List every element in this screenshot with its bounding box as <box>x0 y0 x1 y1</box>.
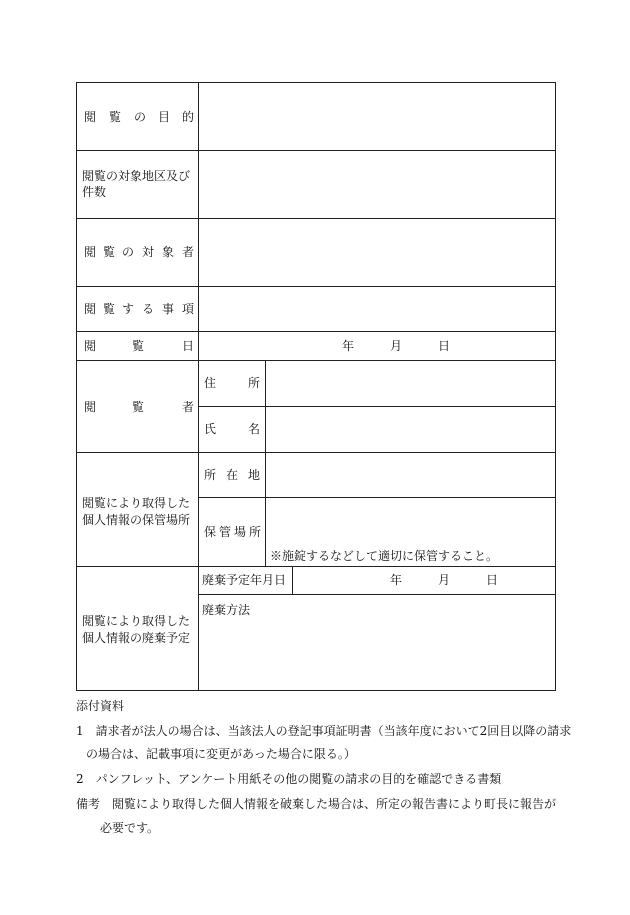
disposal-day-unit: 日 <box>486 573 499 587</box>
purpose-label-char: 閲 <box>84 110 97 124</box>
disposal-date-label: 廃棄予定年月日 <box>202 573 287 587</box>
disposal-date-input-cell[interactable] <box>293 567 555 593</box>
disposal-method-label: 廃棄方法 <box>202 603 251 617</box>
storage-note: ※施錠するなどして適切に保管すること。 <box>270 549 499 563</box>
matters-label-char: 閲 <box>84 302 97 316</box>
matters-label-char: す <box>122 302 135 316</box>
target-label-char: 対 <box>142 245 155 259</box>
disposal-method-input-cell[interactable] <box>199 622 555 690</box>
attachments-title: 添付資料 <box>76 699 125 713</box>
target-person-input-cell[interactable] <box>199 219 555 285</box>
storage-place-label-char: 保 <box>204 525 217 539</box>
matters-input-cell[interactable] <box>199 287 555 330</box>
viewer-label-char: 覧 <box>132 400 145 414</box>
date-label-char: 覧 <box>132 339 145 353</box>
row-divider <box>76 331 556 332</box>
matters-label-char: る <box>142 302 155 316</box>
name-label-char: 名 <box>248 422 261 436</box>
date-year-unit: 年 <box>342 339 355 353</box>
address-label-char: 所 <box>248 376 261 390</box>
purpose-label-char: の <box>134 110 147 124</box>
viewer-label-char: 者 <box>182 400 195 414</box>
date-label-char: 日 <box>182 339 195 353</box>
target-label-char: 者 <box>182 245 195 259</box>
target-label-char: 象 <box>162 245 175 259</box>
date-day-unit: 日 <box>438 339 451 353</box>
address-label-char: 住 <box>204 376 217 390</box>
location-label-char: 地 <box>248 468 261 482</box>
area-input-cell[interactable] <box>199 151 555 217</box>
storage-place-input-cell[interactable] <box>266 498 555 544</box>
row-divider <box>198 594 556 595</box>
attachment-item-2: 2 パンフレット、アンケート用紙その他の閲覧の請求の目的を確認できる書類 <box>76 772 502 786</box>
disposal-group-label: 閲覧により取得した <box>82 614 191 628</box>
matters-label-char: 項 <box>182 302 195 316</box>
attachment-item-1: 1 請求者が法人の場合は、当該法人の登記事項証明書（当該年度において2回目以降の請求 <box>76 724 572 738</box>
matters-label-char: 覧 <box>103 302 116 316</box>
target-label-char: の <box>122 245 135 259</box>
target-label-char: 覧 <box>103 245 116 259</box>
disposal-month-unit: 月 <box>438 573 451 587</box>
name-input-cell[interactable] <box>266 407 555 451</box>
storage-place-label-char: 所 <box>249 525 262 539</box>
storage-group-label: 個人情報の保管場所 <box>82 513 191 527</box>
purpose-label-char: 覧 <box>109 110 122 124</box>
disposal-year-unit: 年 <box>390 573 403 587</box>
location-input-cell[interactable] <box>266 453 555 496</box>
purpose-label-char: 目 <box>158 110 171 124</box>
remark-cont: 必要です。 <box>100 821 160 835</box>
location-label-char: 在 <box>226 468 239 482</box>
purpose-input-cell[interactable] <box>199 83 555 149</box>
area-label: 件数 <box>82 185 107 199</box>
date-label-char: 閲 <box>84 339 97 353</box>
area-label: 閲覧の対象地区及び <box>82 169 191 183</box>
storage-group-label: 閲覧により取得した <box>82 496 191 510</box>
date-month-unit: 月 <box>390 339 403 353</box>
viewer-label-char: 閲 <box>84 400 97 414</box>
purpose-label-char: 的 <box>182 110 195 124</box>
remark: 備考 閲覧により取得した個人情報を破棄した場合は、所定の報告書により町長に報告が <box>76 797 557 811</box>
storage-place-label-char: 管 <box>219 525 232 539</box>
target-label-char: 閲 <box>84 245 97 259</box>
name-label-char: 氏 <box>204 422 217 436</box>
disposal-group-label: 個人情報の廃棄予定 <box>82 631 191 645</box>
storage-place-label-char: 場 <box>234 525 247 539</box>
attachment-item-1-cont: の場合は、記載事項に変更があった場合に限る。） <box>86 747 356 761</box>
matters-label-char: 事 <box>162 302 175 316</box>
location-label-char: 所 <box>204 468 217 482</box>
address-input-cell[interactable] <box>266 361 555 405</box>
